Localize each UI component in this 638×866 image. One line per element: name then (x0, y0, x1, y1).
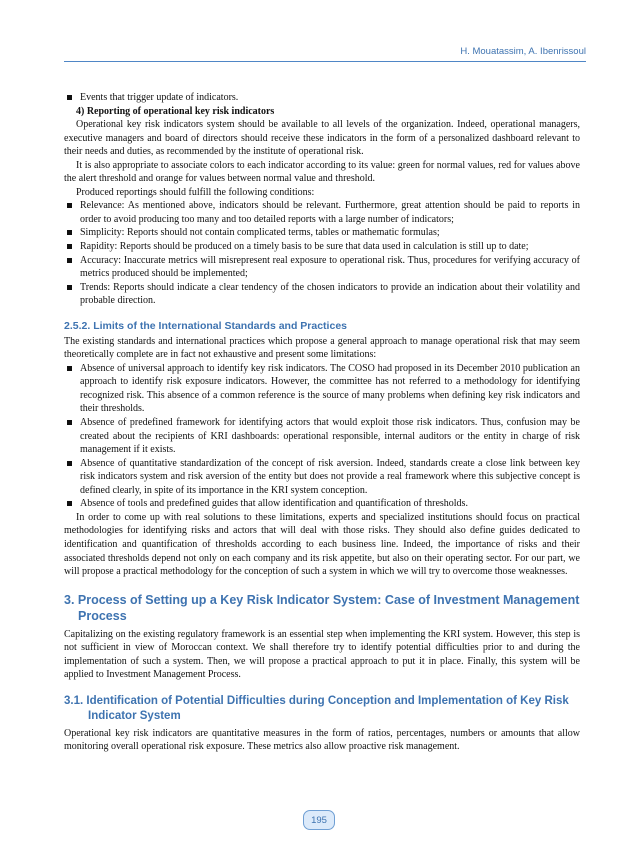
list-item: Absence of quantitative standardization of the concept of risk aversion. Indeed, standards create a close link between key risk indicators system and risk aversion of the entity but does not provide a real framework where this subjective concept is defined clearly, in spite of its importance in the KRI system conception. (64, 457, 580, 498)
section-heading-2-5-2: 2.5.2. Limits of the International Standards and Practices (64, 319, 347, 332)
list-item: Events that trigger update of indicators. (64, 91, 580, 105)
paragraph: Produced reportings should fulfill the following conditions: (76, 186, 315, 198)
list-item: Simplicity: Reports should not contain complicated terms, tables or mathematic formulas; (64, 226, 580, 240)
paragraph: Capitalizing on the existing regulatory framework is an essential step when implementing the KRI system. However, this step is not sufficient in view of Moroccan context. We shall therefore try to identify potential difficulties prior to and during the implementation of such a system. Then, we will propose a practical approach to put it in place. Finally, this system will be applied to Investment Management Process. (64, 628, 580, 681)
running-header-authors: H. Mouatassim, A. Ibenrissoul (460, 46, 586, 57)
bullet-list-conditions (64, 199, 580, 307)
list-item: Relevance: As mentioned above, indicators should be relevant. Furthermore, great attention should be paid to reports in order to avoid producing too many and too detailed reports with a large number of indicators; (64, 199, 580, 226)
list-item: Absence of predefined framework for identifying actors that would exploit those risk indicators. Thus, confusion may be created about the recipients of KRI dashboards: operational responsible, internal auditors or the entity in charge of risk management if it exists. (64, 416, 580, 457)
bullet-list-limits (64, 362, 580, 511)
bullet-list-top (64, 91, 580, 105)
header-rule (64, 61, 586, 62)
paragraph: Operational key risk indicators system should be available to all levels of the organization. Indeed, operational managers, executive managers and board of directors should receive these indicators in the form of a personalized dashboard relevant to their needs and duties, as recommended by the institute of operational risk. (64, 119, 580, 158)
list-item: Accuracy: Inaccurate metrics will misrepresent real exposure to operational risk. Thus, procedures for verifying accuracy of metrics produced should be implemented; (64, 254, 580, 281)
list-item: Rapidity: Reports should be produced on a timely basis to be sure that data used in calculation is still up to date; (64, 240, 580, 254)
paragraph: The existing standards and international practices which propose a general approach to manage operational risk that may seem theoretically complete are in fact not exhaustive and present some limitations: (64, 335, 580, 361)
paragraph: Operational key risk indicators are quantitative measures in the form of ratios, percentages, numbers or amounts that allow monitoring overall operational risk exposure. These metrics also allow proactive risk management. (64, 727, 580, 753)
list-item: Absence of universal approach to identify key risk indicators. The COSO had proposed in its December 2010 publication an approach to identify risk exposure indicators. However, the committee has not referred to a methodology for identifying recognized risk. This absence of a common reference is the source of many problems when defining key risk indicators and their thresholds. (64, 362, 580, 416)
subheading-reporting: 4) Reporting of operational key risk indicators (76, 105, 275, 117)
paragraph: It is also appropriate to associate colors to each indicator according to its value: green for normal values, red for values above the alert threshold and orange for values between normal value and threshold. (64, 159, 580, 185)
list-item: Trends: Reports should indicate a clear tendency of the chosen indicators to provide an indication about their volatility and probable direction. (64, 281, 580, 308)
page-body (64, 91, 580, 754)
section-heading-3: 3. Process of Setting up a Key Risk Indicator System: Case of Investment Management Process (64, 592, 580, 624)
list-item: Absence of tools and predefined guides that allow identification and quantification of thresholds. (64, 497, 580, 511)
paragraph: In order to come up with real solutions to these limitations, experts and specialized institutions should focus on practical methodologies for identifying risks and actors that will deal with those risks. They should also define guides dedicated to identification and quantification of thresholds according to each business line. Indeed, the importance of risks and their associated thresholds depend not only on each company and its risk appetite, but also on their operating sector. For our part, we will propose a practical methodology for the conception of such a system in which we will try to overcome those weaknesses. (64, 511, 580, 578)
section-heading-3-1: 3.1. Identification of Potential Difficulties during Conception and Implementation of Key Risk Indicator System (64, 694, 569, 722)
page-number-badge: 195 (303, 810, 335, 830)
